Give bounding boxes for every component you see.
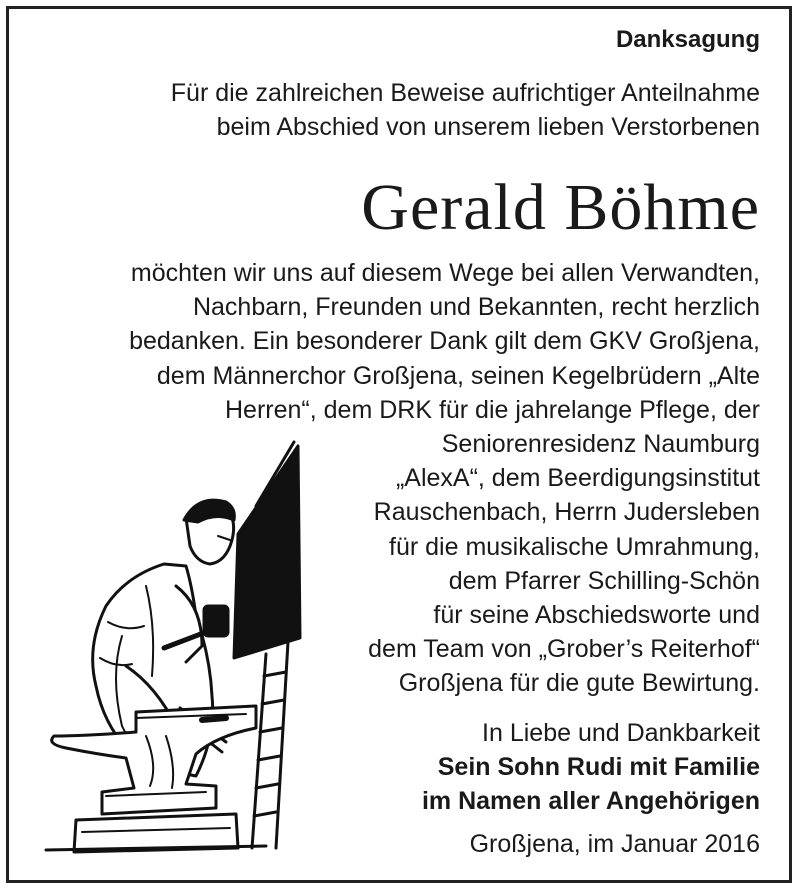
- intro-line: beim Abschied von unserem lieben Verstorbenen: [216, 113, 760, 141]
- signature-line: im Namen aller Angehörigen: [421, 787, 760, 815]
- body-line: bedanken. Ein besonderer Dank gilt dem GKV Großjena,: [129, 327, 760, 356]
- body-line: möchten wir uns auf diesem Wege bei allen Verwandten,: [130, 259, 760, 287]
- blacksmith-anvil-illustration: [26, 436, 316, 856]
- closing-block: [422, 716, 760, 818]
- intro-line: Für die zahlreichen Beweise aufrichtiger Anteilnahme: [170, 79, 760, 107]
- body-line: Seniorenresidenz Naumburg: [441, 430, 760, 459]
- body-line: Nachbarn, Freunden und Bekannten, recht herzlich: [192, 293, 760, 322]
- body-line: für die musikalische Umrahmung,: [389, 532, 760, 561]
- deceased-name: Gerald Böhme: [361, 171, 760, 244]
- body-line: für seine Abschiedsworte und: [433, 601, 760, 630]
- body-line: Herren“, dem DRK für die jahrelange Pflege, der: [225, 395, 760, 424]
- body-line: „AlexA“, dem Beerdigungsinstitut: [395, 464, 760, 493]
- place-date: Großjena, im Januar 2016: [469, 830, 760, 858]
- body-line: dem Team von „Grober’s Reiterhof“: [368, 635, 760, 664]
- body-line: Rauschenbach, Herrn Judersleben: [373, 498, 760, 527]
- body-line: Großjena für die gute Bewirtung.: [398, 669, 760, 698]
- closing-line: In Liebe und Dankbarkeit: [482, 719, 760, 747]
- signature-line: Sein Sohn Rudi mit Familie: [437, 753, 760, 781]
- body-line: dem Pfarrer Schilling-Schön: [448, 566, 760, 595]
- intro-text: [171, 76, 760, 144]
- notice-heading: Danksagung: [615, 26, 760, 53]
- body-line: dem Männerchor Großjena, seinen Kegelbrüdern „Alte: [156, 361, 760, 390]
